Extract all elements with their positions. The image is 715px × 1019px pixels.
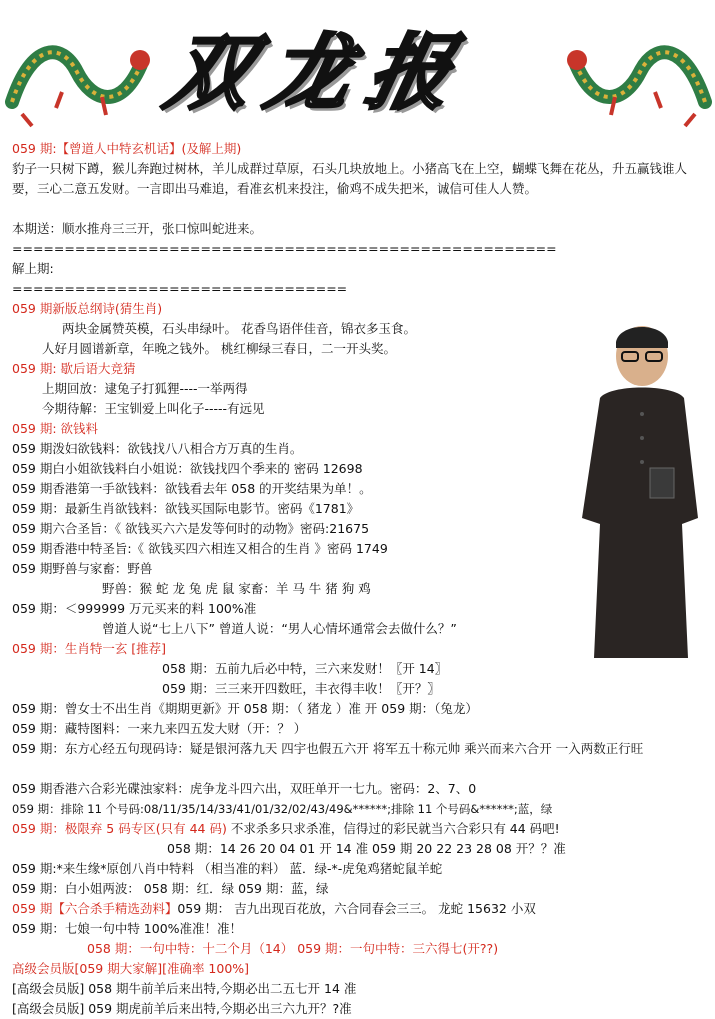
man-in-robe-icon <box>570 318 710 663</box>
text-line: 今期待解：王宝钏爱上叫化子-----有远见 <box>42 401 265 416</box>
text-line: 059 期：藏特图料：一来九来四五发大财（开：？ ） <box>12 721 307 736</box>
text-line: 058 期：五前九后必中特，三六来发财！〖开 14〗 <box>162 661 448 676</box>
text-line: 曾道人说“七上八下” 曾道人说：“男人心情坏通常会去做什么？” <box>102 621 457 636</box>
text-line <box>12 899 536 919</box>
section-heading: 059 期: 欲钱料 <box>12 421 99 436</box>
dragon-right-icon <box>565 22 715 132</box>
text-line: 野兽：猴 蛇 龙 兔 虎 鼠 家畜：羊 马 牛 猪 狗 鸡 <box>102 581 371 596</box>
section-heading: 059 期新版总纲诗(猜生肖) <box>12 301 163 316</box>
text-line: 059 期：七娘一句中特 100%准准！准！ <box>12 921 243 936</box>
text-line: 059 期香港中特圣旨:《 欲钱买四六相连又相合的生肖 》密码 1749 <box>12 541 388 556</box>
text-line: 059 期香港第一手欲钱料：欲钱看去年 058 的开奖结果为单！。 <box>12 481 372 496</box>
text-line: 059 期：最新生肖欲钱料：欲钱买国际电影节。密码《1781》 <box>12 501 360 516</box>
text-line <box>12 819 560 839</box>
riddle-text: 豹子一只树下蹲，猴儿奔跑过树林，羊儿成群过草原，石头几块放地上。小猪高飞在上空，蝴蝶飞舞在花丛，升五赢钱谁人要，三心二意五发财。一言即出马难追，看准玄机来投注，偷鸡不成失把米，诚信可佳人人赞。 <box>12 161 688 196</box>
text-line: 059 期白小姐欲钱料白小姐说：欲钱找四个季来的 密码 12698 <box>12 461 363 476</box>
section-heading: 059 期:【曾道人中特玄机话】(及解上期) <box>12 141 242 156</box>
section-heading: 059 期: 歇后语大竞猜 <box>12 361 136 376</box>
dragon-left-icon <box>2 22 152 132</box>
text-line: 上期回放：逮兔子打狐狸----一举两得 <box>42 381 248 396</box>
section-heading: 059 期：生肖特一玄 [推荐] <box>12 641 167 656</box>
divider: ==================================================== <box>12 241 557 256</box>
section-heading: 059 期【六合杀手精选劲料】 <box>12 901 178 916</box>
divider: ================================ <box>12 281 348 296</box>
text-line: 059 期：曾女士不出生肖《期期更新》开 058 期：（ 猪龙 ）准 开 059 期：（兔龙） <box>12 701 478 716</box>
section-heading: 高级会员版[059 期大家解][准确率 100%] <box>12 961 250 976</box>
text-line: 059 期野兽与家畜：野兽 <box>12 561 153 576</box>
text-line: 059 期：排除 11 个号码:08/11/35/14/33/41/01/32/02/43/49&******;排除 11 个号码&******;蓝，绿 <box>12 802 553 816</box>
text-line: 059 期： 吉九出现百花放，六合同春会三三。 龙蛇 15632 小双 <box>177 901 536 916</box>
text-line: 059 期泼妇欲钱料：欲钱找八八相合方万真的生肖。 <box>12 441 303 456</box>
poem-line: 人好月圆谱新章，年晚之钱外。 桃红柳绿三春日，二一开头奖。 <box>42 341 396 356</box>
text-line: 解上期: <box>12 261 54 276</box>
text-line: 059 期香港六合彩光碟浊家料：虎争龙斗四六出，双旺单开一七九。密码：2、7、0 <box>12 781 477 796</box>
text-line: 058 期：14 26 20 04 01 开 14 准 059 期 20 22 23 28 08 开？？准 <box>167 841 566 856</box>
text-line: 059 期六合圣旨：《 欲钱买六六是发等何时的动物》密码:21675 <box>12 521 370 536</box>
text-line: 本期送：顺水推舟三三开，张口惊叫蛇进来。 <box>12 221 263 236</box>
text-line: 059 期：东方心经五句现码诗：疑是银河落九天 四宇也假五六开 将军五十称元帅 乘兴而来六合开 一入两数正行旺 <box>12 741 644 756</box>
text-line: [高级会员版] 059 期虎前羊后来出特,今期必出三六九开？?准 <box>12 1001 352 1016</box>
text-line: 不求杀多只求杀准，信得过的彩民就当六合彩只有 44 码吧! <box>226 821 560 836</box>
text-line: 059 期：白小姐两波： 058 期：红．绿 059 期：蓝，绿 <box>12 881 329 896</box>
page-title: 双龙报 <box>158 25 479 121</box>
poem-line: 两块金属赞英模，石头串绿叶。 花香鸟语伴佳音，锦衣多玉食。 <box>62 321 416 336</box>
text-line: [高级会员版] 058 期牛前羊后来出特,今期必出二五七开 14 准 <box>12 981 357 996</box>
section-heading: 059 期：极限弃 5 码专区(只有 44 码) <box>12 821 227 836</box>
text-line: 059 期：＜999999 万元买来的料 100%准 <box>12 601 257 616</box>
masthead <box>0 0 715 140</box>
text-line: 059 期：三三来开四数旺，丰衣得丰收！〖开？〗 <box>162 681 440 696</box>
text-line: 059 期:*来生缘*原创八肖中特料 （相当准的料） 蓝．绿-*-虎兔鸡猪蛇鼠羊蛇 <box>12 861 443 876</box>
text-line: 058 期：一句中特：十二个月（14） 059 期：一句中特：三六得七(开??) <box>87 941 499 956</box>
